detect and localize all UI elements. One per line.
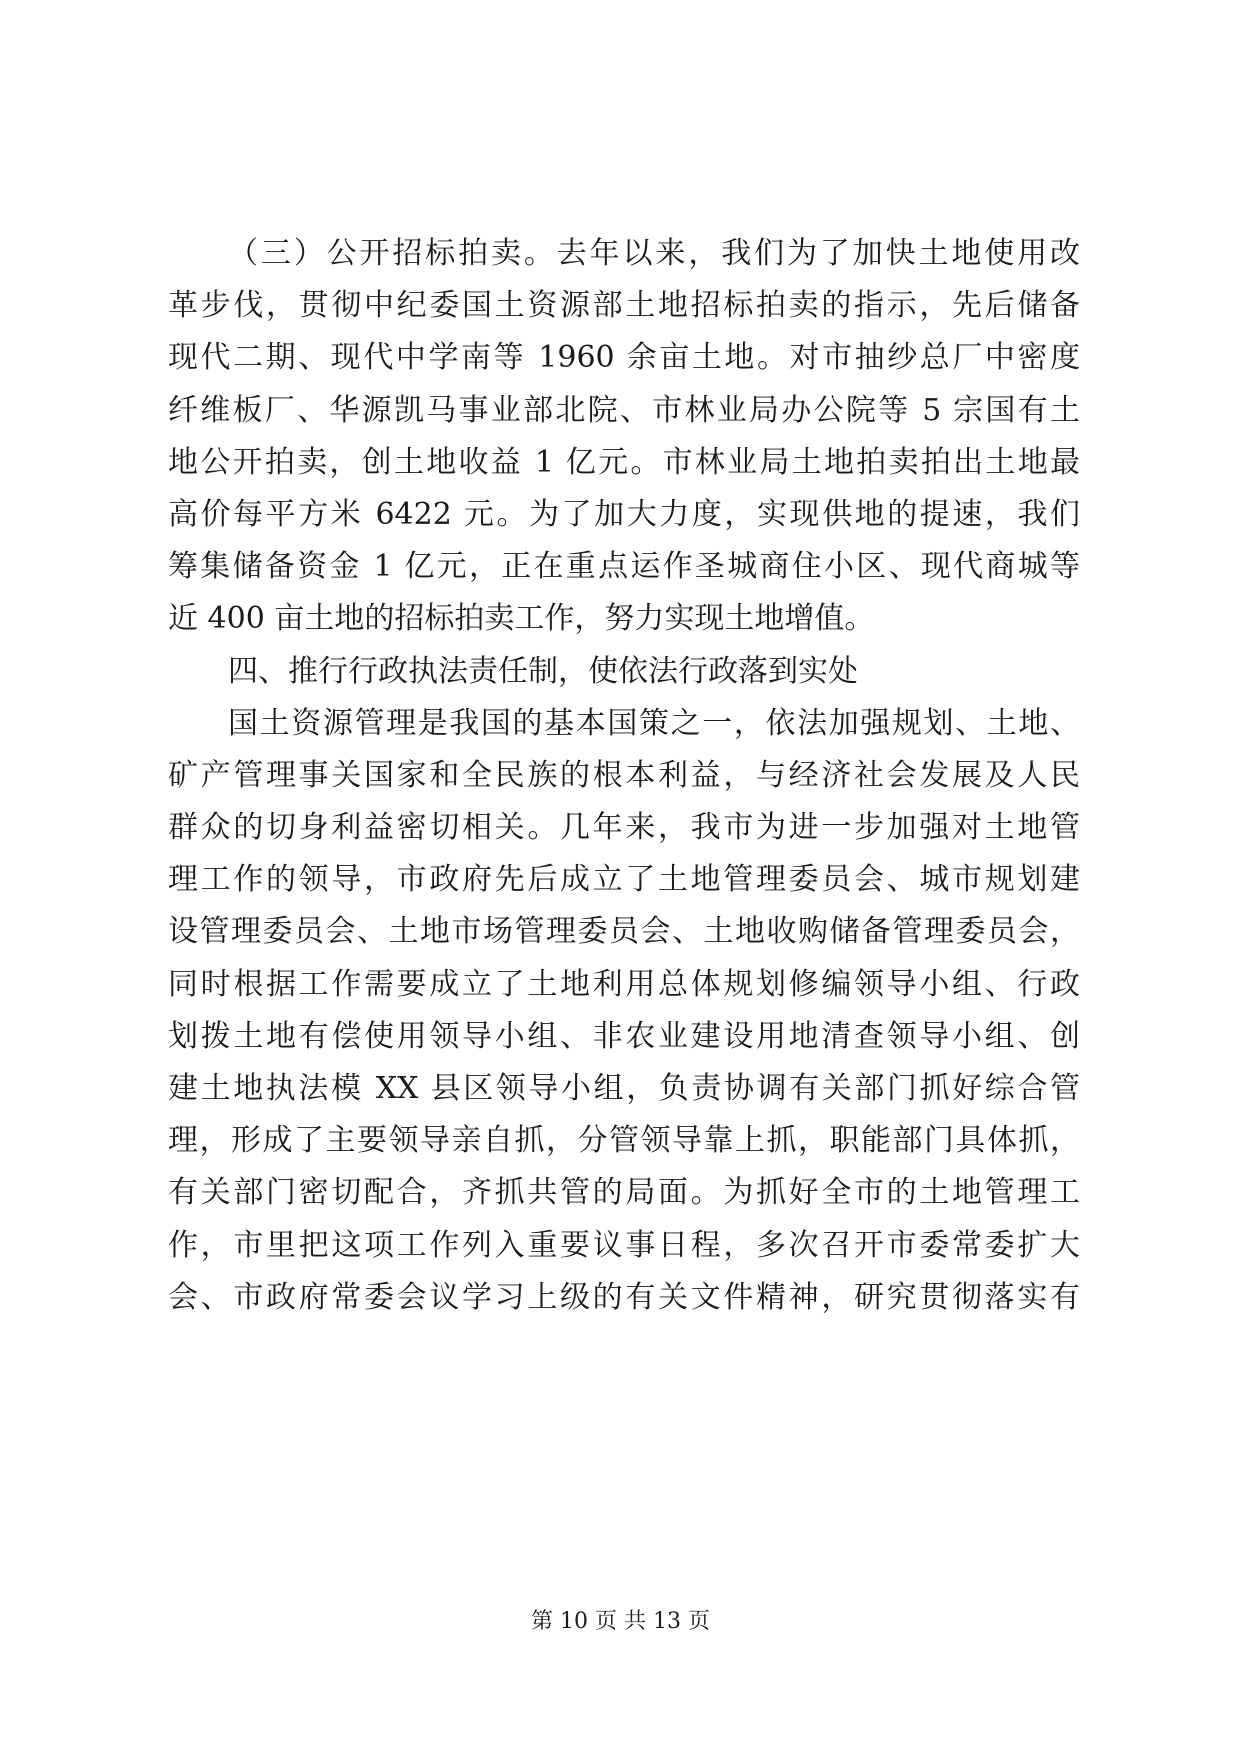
paragraph-line: 筹集储备资金 1 亿元，正在重点运作圣城商住小区、现代商城等: [168, 549, 1080, 585]
page-number-footer: 第 10 页 共 13 页: [531, 1609, 710, 1634]
paragraph-line: 近 400 亩土地的招标拍卖工作，努力实现土地增值。: [168, 601, 875, 637]
paragraph-line: 群众的切身利益密切相关。几年来，我市为进一步加强对土地管: [168, 810, 1080, 846]
section-heading: 四、推行行政执法责任制，使依法行政落到实处: [228, 653, 858, 689]
paragraph-line: 设管理委员会、土地市场管理委员会、土地收购储备管理委员会，: [168, 914, 1080, 950]
body-text: [168, 228, 1080, 1324]
paragraph-line: 理工作的领导，市政府先后成立了土地管理委员会、城市规划建: [168, 862, 1080, 898]
paragraph-line: 高价每平方米 6422 元。为了加大力度，实现供地的提速，我们: [168, 496, 1080, 532]
paragraph-line: 作，市里把这项工作列入重要议事日程，多次召开市委常委扩大: [168, 1227, 1080, 1263]
paragraph-line: 理，形成了主要领导亲自抓，分管领导靠上抓，职能部门具体抓，: [168, 1123, 1080, 1159]
paragraph-line: 纤维板厂、华源凯马事业部北院、市林业局办公院等 5 宗国有土: [168, 392, 1080, 428]
paragraph-line: 会、市政府常委会议学习上级的有关文件精神，研究贯彻落实有: [168, 1279, 1080, 1315]
paragraph-line: 同时根据工作需要成立了土地利用总体规划修编领导小组、行政: [168, 966, 1080, 1002]
paragraph-line: 建土地执法模 XX 县区领导小组，负责协调有关部门抓好综合管: [168, 1071, 1080, 1106]
paragraph-line: （三）公开招标拍卖。去年以来，我们为了加快土地使用改: [228, 236, 1080, 271]
paragraph-line: 地公开拍卖，创土地收益 1 亿元。市林业局土地拍卖拍出土地最: [168, 444, 1080, 480]
paragraph-line: 国土资源管理是我国的基本国策之一，依法加强规划、土地、: [228, 705, 1080, 741]
paragraph-line: 划拨土地有偿使用领导小组、非农业建设用地清查领导小组、创: [168, 1018, 1080, 1054]
paragraph-line: 有关部门密切配合，齐抓共管的局面。为抓好全市的土地管理工: [168, 1175, 1080, 1211]
paragraph-line: 矿产管理事关国家和全民族的根本利益，与经济社会发展及人民: [168, 757, 1080, 793]
paragraph-line: 革步伐，贯彻中纪委国土资源部土地招标拍卖的指示，先后储备: [168, 288, 1080, 324]
paragraph-line: 现代二期、现代中学南等 1960 余亩土地。对市抽纱总厂中密度: [168, 340, 1080, 376]
